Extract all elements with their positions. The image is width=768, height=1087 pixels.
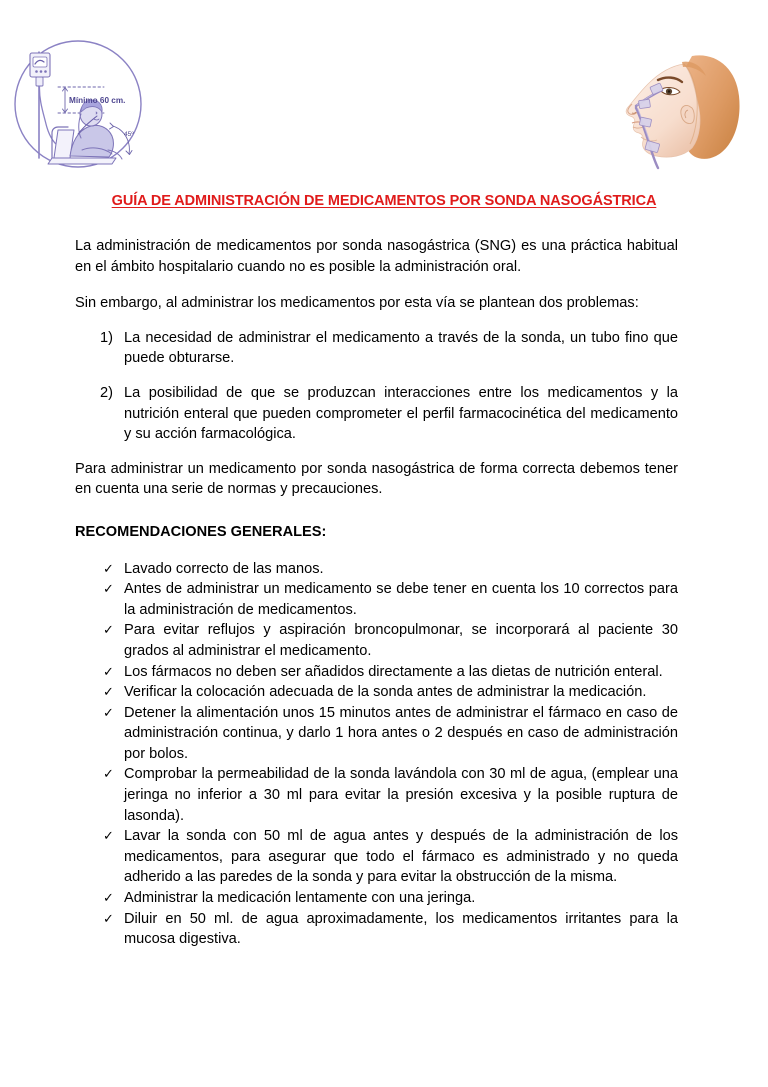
header-illustration-band (0, 0, 768, 190)
patient-position-diagram (12, 30, 144, 178)
intro-paragraph-1: La administración de medicamentos por sonda nasogástrica (SNG) es una práctica habitual en el ámbito hospitalario cuando no es posible la administración oral. (75, 238, 678, 275)
document-body (75, 236, 678, 950)
list-item-text: La posibilidad de que se produzcan interacciones entre los medicamentos y la nutrición enteral que pueden comprometer el perfil farmacocinética del medicamento y su acción farmacológica. (124, 384, 678, 443)
list-item (75, 826, 678, 888)
list-marker: 2) (100, 384, 113, 401)
problems-list (75, 328, 678, 445)
intro-paragraph-2: Sin embargo, al administrar los medicamentos por esta vía se plantean dos problemas: (75, 295, 639, 312)
list-item-text: Diluir en 50 ml. de agua aproximadamente, los medicamentos irritantes para la mucosa digestiva. (124, 910, 678, 948)
checkmark-icon: ✓ (103, 581, 114, 597)
list-item (75, 620, 678, 661)
list-item-text: Los fármacos no deben ser añadidos directamente a las dietas de nutrición enteral. (124, 663, 663, 680)
list-item (75, 703, 678, 765)
list-item-text: Verificar la colocación adecuada de la sonda antes de administrar la medicación. (124, 684, 647, 701)
section-heading-recommendations: RECOMENDACIONES GENERALES: (75, 523, 327, 540)
list-item (75, 909, 678, 950)
list-item (75, 888, 678, 909)
checkmark-icon: ✓ (103, 890, 114, 906)
list-marker: 1) (100, 329, 113, 346)
list-item-text: Para evitar reflujos y aspiración broncopulmonar, se incorporará al paciente 30 grados al administrar el medicamento. (124, 622, 678, 659)
list-item-text: Lavado correcto de las manos. (124, 560, 324, 577)
recommendations-list (75, 559, 678, 950)
label-minimum-height: Mínimo 60 cm. (69, 96, 126, 105)
label-angle: 45º (124, 131, 134, 138)
checkmark-icon: ✓ (103, 766, 114, 782)
checkmark-icon: ✓ (103, 910, 114, 926)
list-item (75, 559, 678, 580)
intro-paragraph-3: Para administrar un medicamento por sonda nasogástrica de forma correcta debemos tener en cuenta una serie de normas y precauciones. (75, 460, 678, 498)
ng-tube-head-illustration (596, 44, 756, 180)
recommendations-section (75, 522, 678, 950)
checkmark-icon: ✓ (103, 663, 114, 679)
list-item-text: Antes de administrar un medicamento se debe tener en cuenta los 10 correctos para la administración de medicamentos. (124, 581, 678, 618)
list-item-text: Lavar la sonda con 50 ml de agua antes y después de la administración de los medicamentos, para asegurar que todo el fármaco es administrado y no queda adherido a las paredes de la sonda y para evitar la obstrucción de la misma. (124, 828, 678, 886)
checkmark-icon: ✓ (103, 560, 114, 576)
list-item-text: Administrar la medicación lentamente con una jeringa. (124, 890, 476, 907)
list-item (75, 682, 678, 703)
list-item-text: Detener la alimentación unos 15 minutos antes de administrar el fármaco en caso de administración continua, y darlo 1 hora antes o 2 después en caso de administración por bolos. (124, 704, 678, 762)
checkmark-icon: ✓ (103, 684, 114, 700)
checkmark-icon: ✓ (103, 828, 114, 844)
list-item (75, 662, 678, 683)
page-title-text: GUÍA DE ADMINISTRACIÓN DE MEDICAMENTOS POR SONDA NASOGÁSTRICA (111, 193, 657, 209)
checkmark-icon: ✓ (103, 704, 114, 720)
list-item (75, 328, 678, 369)
list-item-text: Comprobar la permeabilidad de la sonda lavándola con 30 ml de agua, (emplear una jeringa no inferior a 30 ml para evitar la presión excesiva y la posible ruptura de lasonda). (124, 766, 678, 824)
list-item (75, 383, 678, 445)
list-item (75, 579, 678, 620)
page-title (60, 192, 708, 210)
list-item (75, 764, 678, 826)
list-item-text: La necesidad de administrar el medicamento a través de la sonda, un tubo fino que puede obturarse. (124, 329, 678, 367)
checkmark-icon: ✓ (103, 622, 114, 638)
